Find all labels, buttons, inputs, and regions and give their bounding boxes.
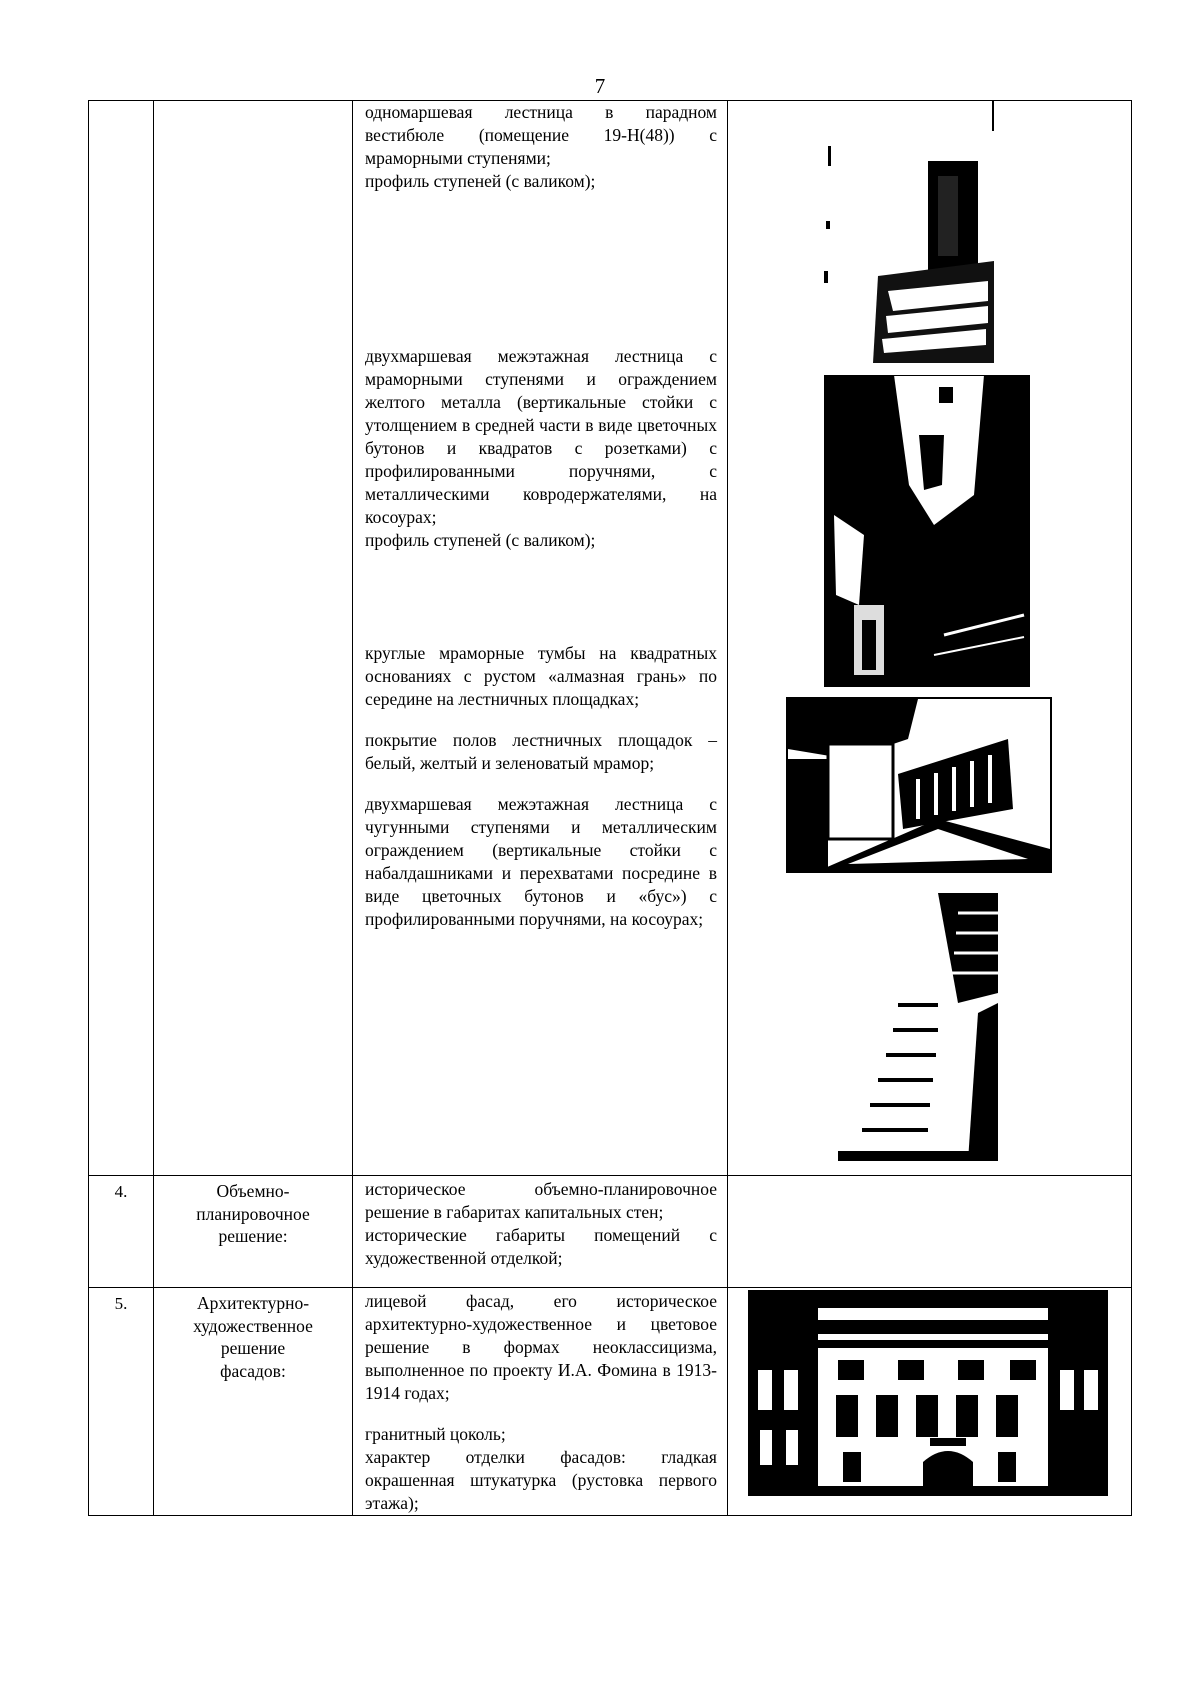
description-item: двухмаршевая межэтажная лестница с мраморными ступенями и ограждением желтого металла (вертикальные стойки с утолщением в средней части в виде цветочных бутонов и квадратов с розетками) с профилированными поручнями, с металлическими ковродержателями, на косоурах; bbox=[365, 346, 717, 527]
description-item: покрытие полов лестничных площадок – белый, желтый и зеленоватый мрамор; bbox=[365, 730, 717, 773]
table-row bbox=[89, 1176, 1132, 1288]
table-row bbox=[89, 101, 1132, 1176]
row-name-cell bbox=[154, 101, 353, 1176]
page-number: 7 bbox=[594, 74, 606, 98]
row-name-cell bbox=[154, 1288, 353, 1516]
row-photo-cell bbox=[728, 1288, 1132, 1516]
row-name-line: Объемно- bbox=[216, 1181, 290, 1201]
row-name-line: решение bbox=[220, 1338, 286, 1358]
description-item: профиль ступеней (с валиком); bbox=[365, 171, 596, 191]
description-item: двухмаршевая межэтажная лестница с чугунными ступенями и металлическим ограждением (вертикальные стойки с набалдашниками и перехватами посредине в виде цветочных бутонов и «бус») с профилированными поручнями, на косоурах; bbox=[365, 794, 717, 929]
row-description-cell bbox=[353, 101, 728, 1176]
description-item: характер отделки фасадов: гладкая окрашенная штукатурка (рустовка первого этажа); bbox=[365, 1447, 717, 1513]
staircase-photo-2 bbox=[824, 375, 1030, 687]
row-number-cell bbox=[89, 101, 154, 1176]
row-photo-cell bbox=[728, 101, 1132, 1176]
description-item: лицевой фасад, его историческое архитектурно-художественное и цветовое решение в формах неоклассицизма, выполненное по проекту И.А. Фомина в 1913-1914 годах; bbox=[365, 1291, 717, 1403]
row-name-line: фасадов: bbox=[220, 1360, 286, 1381]
staircase-photo-1 bbox=[818, 101, 994, 363]
row-number: 4. bbox=[89, 1176, 154, 1288]
table-row bbox=[89, 1288, 1132, 1516]
row-description-cell bbox=[353, 1288, 728, 1516]
row-name-line: планировочное bbox=[196, 1203, 310, 1224]
description-item: исторические габариты помещений с художественной отделкой; bbox=[365, 1225, 717, 1268]
description-item: одномаршевая лестница в парадном вестибюле (помещение 19-Н(48)) с мраморными ступенями; bbox=[365, 102, 717, 168]
facade-photo bbox=[748, 1290, 1108, 1496]
row-name-cell bbox=[154, 1176, 353, 1288]
row-name-line: художественное bbox=[193, 1315, 313, 1336]
row-photo-cell bbox=[728, 1176, 1132, 1288]
description-item: круглые мраморные тумбы на квадратных основаниях с рустом «алмазная грань» по середине на лестничных площадках; bbox=[365, 643, 717, 709]
pedestal-photo bbox=[786, 697, 1052, 873]
description-item: профиль ступеней (с валиком); bbox=[365, 530, 596, 550]
description-item: гранитный цоколь; bbox=[365, 1424, 506, 1444]
staircase-photo-3 bbox=[838, 893, 998, 1161]
protection-subject-table bbox=[88, 100, 1132, 1516]
row-name-line: Архитектурно- bbox=[196, 1293, 310, 1313]
row-description-cell bbox=[353, 1176, 728, 1288]
row-number: 5. bbox=[89, 1288, 154, 1516]
row-name-line: решение: bbox=[218, 1226, 288, 1246]
description-item: историческое объемно-планировочное решение в габаритах капитальных стен; bbox=[365, 1179, 717, 1222]
